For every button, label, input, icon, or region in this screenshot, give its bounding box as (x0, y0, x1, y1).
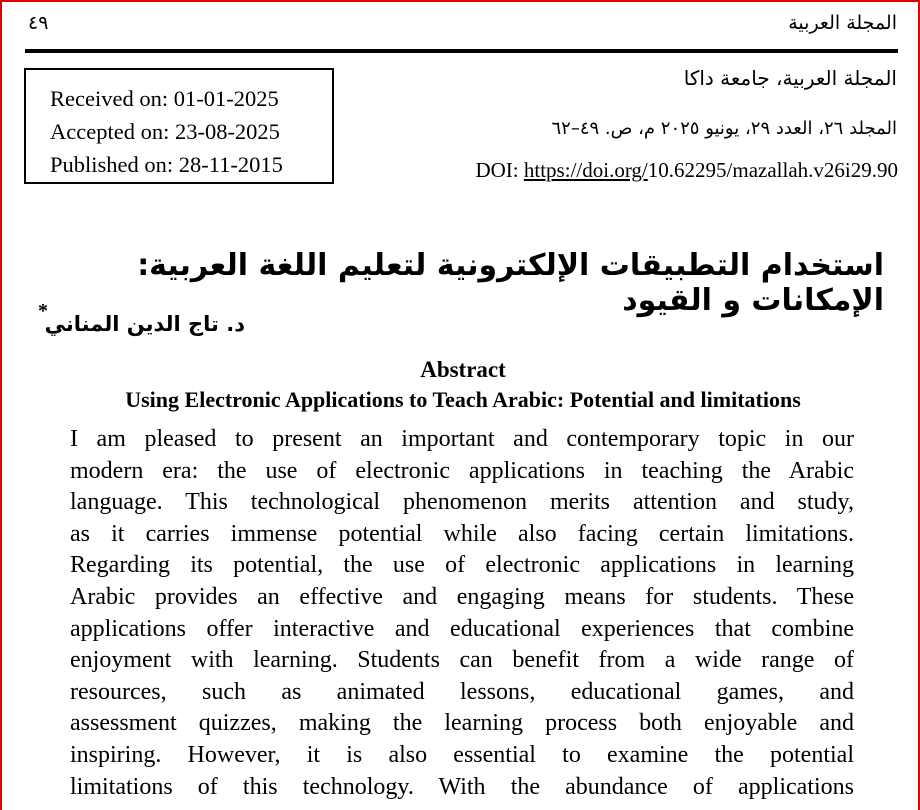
header-rule (25, 49, 898, 53)
abstract-body (70, 424, 854, 803)
abstract-line: Arabic provides an effective and engaging means for students. These (70, 583, 854, 610)
abstract-line: resources, such as animated lessons, educational games, and (70, 678, 854, 705)
doi-link[interactable]: https://doi.org/ (523, 158, 648, 182)
published-date: Published on: 28-11-2015 (50, 152, 283, 177)
abstract-line: assessment quizzes, making the learning process both enjoyable and (70, 710, 854, 737)
abstract-line: inspiring. However, it is also essential to examine the potential (70, 741, 854, 768)
author-footnote-mark: * (38, 300, 48, 322)
volume-line: المجلد ٢٦، العدد ٢٩، يونيو ٢٠٢٥ م، ص. ٤٩–٦٢ (551, 118, 897, 139)
journal-name: المجلة العربية، جامعة داكا (683, 66, 897, 90)
abstract-title: Using Electronic Applications to Teach Arabic: Potential and limitations (125, 387, 801, 412)
doi-suffix: 10.62295/mazallah.v26i29.90 (647, 158, 898, 182)
received-date: Received on: 01-01-2025 (50, 86, 279, 111)
abstract-line: Regarding its potential, the use of electronic applications in learning (70, 552, 854, 579)
abstract-line: as it carries immense potential while also facing certain limitations. (70, 520, 854, 547)
running-title: المجلة العربية (788, 12, 897, 34)
abstract-line: enjoyment with learning. Students can benefit from a wide range of (70, 647, 854, 674)
doi-label: DOI: (475, 158, 524, 182)
abstract-line: I am pleased to present an important and contemporary topic in our (70, 426, 854, 452)
dates-box (24, 68, 334, 184)
abstract-line: modern era: the use of electronic applications in teaching the Arabic (70, 457, 854, 484)
page-number: ٤٩ (28, 12, 49, 34)
doi (475, 158, 898, 183)
author-name: د. تاج الدين المناني (44, 312, 245, 336)
abstract-line: applications offer interactive and educational experiences that combine (70, 615, 854, 642)
article-title: استخدام التطبيقات الإلكترونية لتعليم اللغة العربية: الإمكانات و القيود (137, 248, 884, 318)
abstract-line: language. This technological phenomenon merits attention and study, (70, 489, 854, 516)
abstract-line: limitations of this technology. With the abundance of applications (70, 773, 854, 800)
accepted-date: Accepted on: 23-08-2025 (50, 119, 280, 144)
abstract-heading: Abstract (420, 357, 506, 382)
